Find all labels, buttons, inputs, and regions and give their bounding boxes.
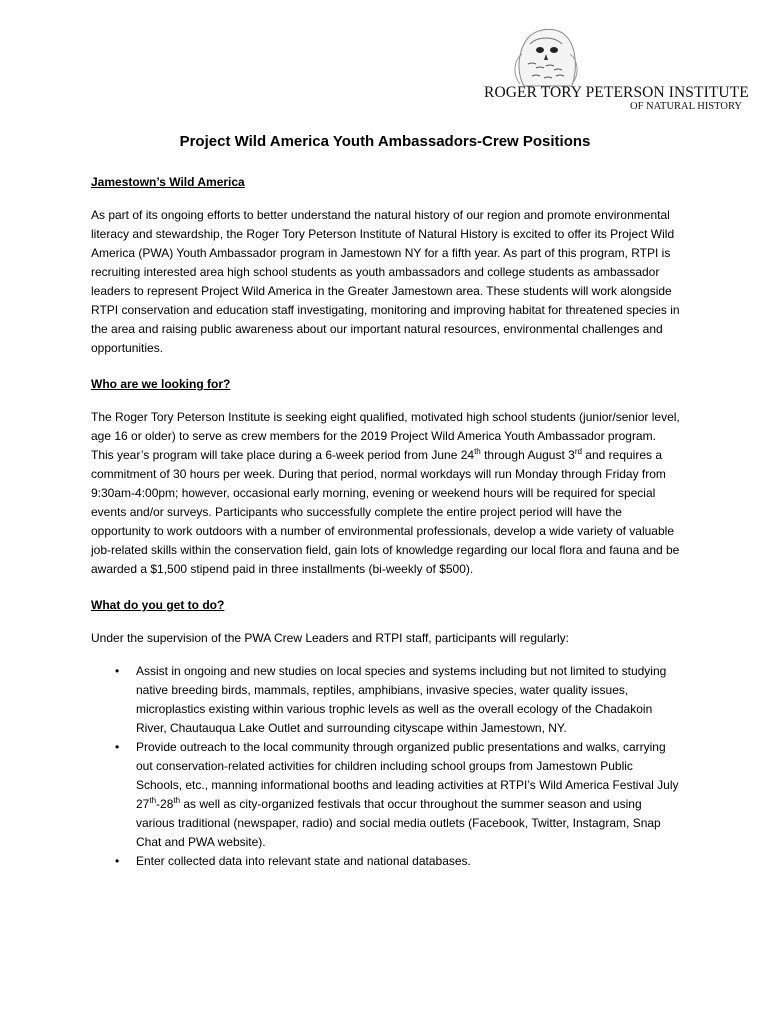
list-item-text: Assist in ongoing and new studies on local species and systems including but not limited to studying native breeding birds, mammals, reptiles, amphibians, invasive species, water quality issues, microplastics existing within various trophic levels as well as the overall ecology of the Chadakoin River, Chautauqua Lake Outlet and surrounding cityscape within Jamestown, NY. — [136, 664, 667, 735]
page-title: Project Wild America Youth Ambassadors-Crew Positions — [179, 133, 591, 150]
list-item — [91, 662, 681, 738]
paragraph-text: and requires a commitment of 30 hours per week. During that period, normal workdays will run Monday through Friday from 9:30am-4:00pm; however, occasional early morning, evening or weekend hours will be required for special events and/or surveys. Participants who successfully complete the entire project period will have the opportunity to work outdoors with a number of environmental professionals, develop a wide variety of valuable job-related skills within the conservation field, gain lots of knowledge regarding our local flora and fauna and be awarded a $1,500 stipend paid in three installments (bi-weekly of $500). — [91, 448, 680, 576]
ordinal-suffix: th — [149, 796, 157, 805]
section-paragraph-jamestown: As part of its ongoing efforts to better understand the natural history of our region and promote environmental literacy and stewardship, the Roger Tory Peterson Institute of Natural History is excited to offer its Project Wild America (PWA) Youth Ambassador program in Jamestown NY for a fifth year. As part of this program, RTPI is recruiting interested area high school students as youth ambassadors and college students as ambassador leaders to represent Project Wild America in the Greater Jamestown area. These students will work alongside RTPI conservation and education staff investigating, monitoring and improving habitat for threatened species in the area and raising public awareness about our important natural resources, environmental challenges and opportunities. — [91, 208, 680, 355]
ordinal-suffix: th — [474, 447, 481, 456]
list-item-text: as well as city-organized festivals that occur throughout the summer season and using various traditional (newspaper, radio) and social media outlets (Facebook, Twitter, Instagram, Snap Chat and PWA website). — [136, 797, 661, 849]
list-item-text: Enter collected data into relevant state and national databases. — [136, 854, 471, 868]
bullet-icon: • — [115, 740, 120, 754]
list-item — [91, 852, 681, 871]
duties-list — [91, 662, 681, 871]
list-item-text: Provide outreach to the local community through organized public presentations and walks, carrying out conservation-related activities for children including school groups from Jamestown Public Schools, etc., manning informational booths and leading activities at RTPI’s Wild America Festival July 27 — [136, 740, 679, 811]
document-body — [91, 173, 681, 871]
paragraph-text: The Roger Tory Peterson Institute is seeking eight qualified, motivated high school students (junior/senior level, age 16 or older) to serve as crew members for the 2019 Project Wild America Youth Ambassador program. This year’s program will take place during a 6-week period from June 24 — [91, 410, 680, 462]
list-item — [91, 738, 681, 852]
section-heading-jamestown: Jamestown’s Wild America — [91, 175, 245, 189]
section-heading-looking-for: Who are we looking for? — [91, 377, 231, 391]
bullet-icon: • — [115, 854, 120, 868]
section-intro-what-to-do: Under the supervision of the PWA Crew Leaders and RTPI staff, participants will regularly: — [91, 631, 570, 645]
paragraph-text: through August 3 — [480, 448, 575, 462]
list-item-text: -28 — [156, 797, 174, 811]
section-paragraph-looking-for — [91, 408, 681, 579]
institute-subtitle: OF NATURAL HISTORY — [629, 101, 742, 112]
section-heading-what-to-do: What do you get to do? — [91, 598, 225, 612]
institute-logo — [484, 24, 748, 112]
ordinal-suffix: rd — [574, 447, 582, 456]
institute-name: ROGER TORY PETERSON INSTITUTE — [484, 84, 749, 101]
snowy-owl-icon — [506, 24, 586, 88]
bullet-icon: • — [115, 664, 120, 678]
ordinal-suffix: th — [173, 796, 181, 805]
